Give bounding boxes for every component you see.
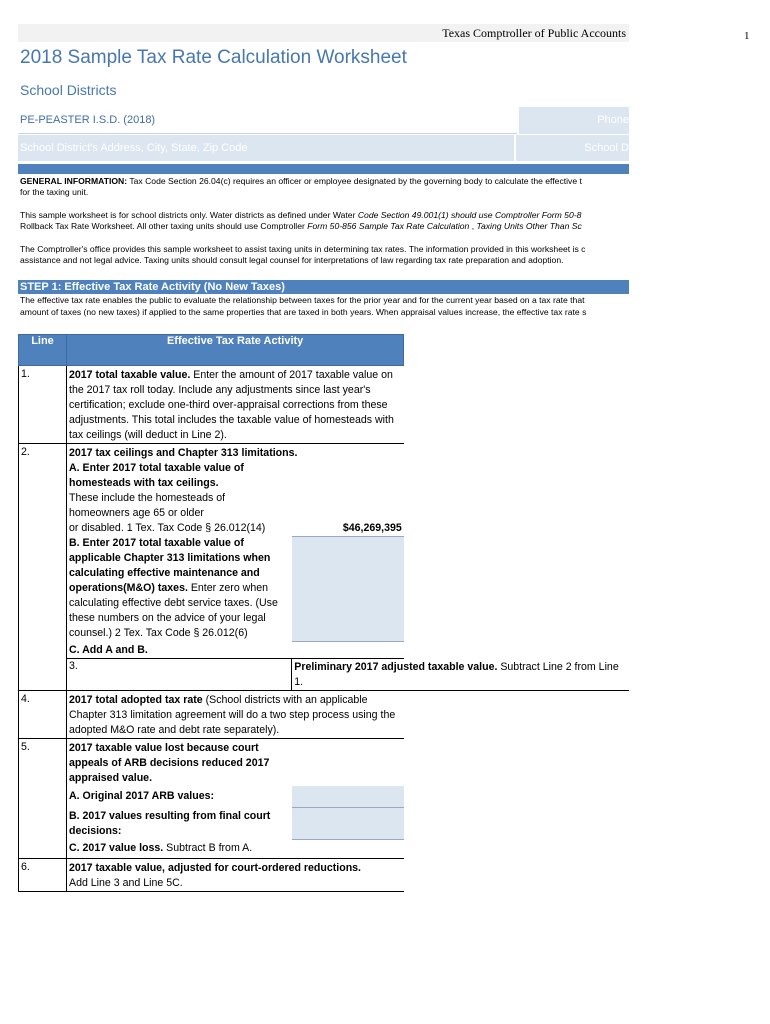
line-2a-title: A. Enter 2017 total taxable value of homesteads with tax ceilings. bbox=[69, 462, 244, 489]
line-5b-description bbox=[67, 807, 292, 839]
step1-desc-line: The effective tax rate enables the public to evaluate the relationship between taxes for the prior year and for the current year based on a tax rate that bbox=[20, 295, 585, 305]
line-2b-description bbox=[67, 536, 292, 641]
info-text: The Comptroller's office provides this sample worksheet to assist taxing units in determining tax rates. The information provided in this worksheet is c bbox=[20, 244, 586, 254]
table-subrow bbox=[19, 461, 630, 536]
line-2b-title: B. Enter 2017 total taxable value of applicable Chapter 313 limitations when calculating effective maintenance and operations(M&O) taxes. bbox=[69, 537, 271, 594]
line-5c-title: C. 2017 value loss. bbox=[69, 842, 164, 854]
step1-desc-line: amount of taxes (no new taxes) if applied to the same properties that are taxed in both years. When appraisal values increase, the effective tax rate s bbox=[20, 306, 587, 317]
line-description bbox=[292, 659, 629, 691]
info-text: assistance and not legal advice. Taxing units should consult legal counsel for interpretations of law regarding tax rate preparation and adoption. bbox=[20, 255, 564, 265]
table-row bbox=[19, 444, 630, 462]
line-title: 2017 total adopted tax rate bbox=[69, 694, 203, 706]
info-text: for the taxing unit. bbox=[20, 187, 89, 197]
table-subrow bbox=[19, 807, 630, 839]
effective-tax-rate-table bbox=[18, 334, 629, 892]
step1-heading: STEP 1: Effective Tax Rate Activity (No New Taxes) bbox=[18, 280, 629, 294]
col-activity-header: Effective Tax Rate Activity bbox=[67, 335, 404, 366]
spacer bbox=[292, 739, 404, 787]
agency-header: Texas Comptroller of Public Accounts bbox=[18, 24, 629, 42]
line-2c-title: C. Add A and B. bbox=[69, 644, 148, 656]
info-reference: Form 50-856 Sample Tax Rate Calculation bbox=[307, 221, 470, 231]
line-5a-value-field[interactable] bbox=[292, 786, 404, 807]
line-number: 4. bbox=[19, 691, 67, 739]
line-2b-value-field[interactable] bbox=[292, 536, 404, 641]
table-row bbox=[19, 739, 630, 787]
phone-field[interactable]: Phone bbox=[517, 107, 629, 134]
step1-description bbox=[18, 295, 629, 318]
table-subrow bbox=[19, 643, 630, 659]
line-5a-description bbox=[67, 786, 292, 807]
line-text: (School districts with an applicable Chapter 313 limitation agreement will do a two step process using the adopted M&O rate and debt rate separately). bbox=[69, 694, 396, 736]
line-2a-description bbox=[67, 461, 292, 536]
line-2a-value[interactable]: $46,269,395 bbox=[342, 521, 402, 534]
info-text: This sample worksheet is for school districts only. Water districts as defined under Water bbox=[20, 210, 358, 220]
district-row bbox=[18, 107, 629, 134]
info-text: Tax Code Section 26.04(c) requires an officer or employee designated by the governing body to calculate the effective t bbox=[127, 176, 582, 186]
info-text: Rollback Tax Rate Worksheet. All other taxing units should use Comptroller bbox=[20, 221, 308, 231]
district-name-field[interactable]: PE-PEASTER I.S.D. (2018) bbox=[18, 107, 517, 134]
line-text: Enter the amount of 2017 taxable value on the 2017 tax roll today. Include any adjustments since last year's certification; exclude one-third over-appraisal corrections from these adjustments. This total includes the taxable value of homesteads with tax ceilings (will deduct in Line 2). bbox=[69, 369, 394, 441]
line-text: Add Line 3 and Line 5C. bbox=[69, 877, 183, 889]
address-row bbox=[18, 134, 629, 161]
line-5c-value-field bbox=[292, 839, 404, 859]
line-5b-title: B. 2017 values resulting from final court decisions: bbox=[69, 810, 271, 837]
table-subrow bbox=[19, 786, 630, 807]
address-field[interactable]: School District's Address, City, State, Zip Code bbox=[20, 142, 248, 154]
table-subrow bbox=[19, 536, 630, 641]
line-2c-description bbox=[67, 643, 404, 659]
table-row bbox=[19, 859, 630, 892]
line-title-text: 2017 tax ceilings and Chapter 313 limitations. bbox=[69, 447, 298, 459]
table-row bbox=[19, 366, 630, 444]
line-5c-text: Subtract B from A. bbox=[163, 842, 253, 854]
line-title: Preliminary 2017 adjusted taxable value. bbox=[294, 661, 498, 673]
line-number: 3. bbox=[67, 659, 292, 691]
line-description bbox=[67, 366, 404, 444]
line-number: 1. bbox=[19, 366, 67, 444]
line-number: 6. bbox=[19, 859, 67, 892]
line-title: 2017 total taxable value. bbox=[69, 369, 191, 381]
general-information bbox=[18, 176, 629, 266]
page-number: 1 bbox=[744, 30, 750, 42]
table-row bbox=[19, 691, 630, 739]
table-header-row bbox=[19, 335, 630, 366]
info-label: GENERAL INFORMATION: bbox=[20, 176, 128, 186]
line-number: 5. bbox=[19, 739, 67, 859]
worksheet bbox=[18, 24, 629, 892]
line-description bbox=[67, 691, 404, 739]
line-text: Subtract Line 2 from Line 1. bbox=[294, 661, 619, 688]
table-row bbox=[19, 659, 630, 691]
page-subtitle: School Districts bbox=[20, 82, 117, 98]
line-title: 2017 taxable value lost because court appeals of ARB decisions reduced 2017 appraised value. bbox=[69, 742, 270, 784]
info-reference: Taxing Units Other Than Sc bbox=[476, 221, 582, 231]
line-5b-value-field[interactable] bbox=[292, 807, 404, 839]
line-description bbox=[67, 859, 404, 892]
line-2b-text: Enter zero when calculating effective debt service taxes. (Use these numbers on the advice of your legal counsel.) 2 Tex. Tax Code § 26.012(6) bbox=[69, 582, 278, 639]
line-2a-text: or disabled. 1 Tex. Tax Code § 26.012(14) bbox=[69, 522, 266, 534]
line-description bbox=[67, 739, 292, 787]
line-2a-text: These include the homesteads of homeowners age 65 or older bbox=[69, 492, 226, 519]
page-title: 2018 Sample Tax Rate Calculation Worksheet bbox=[20, 47, 407, 68]
table-subrow bbox=[19, 839, 630, 859]
line-5c-description bbox=[67, 839, 292, 859]
line-title bbox=[67, 444, 404, 462]
info-reference: Code Section 49.001(1) should use Comptroller Form 50-8 bbox=[357, 210, 582, 220]
section-divider bbox=[18, 164, 629, 174]
line-5a-title: A. Original 2017 ARB values: bbox=[69, 790, 215, 802]
line-number: 2. bbox=[19, 444, 67, 691]
col-line-header: Line bbox=[19, 335, 67, 366]
line-title: 2017 taxable value, adjusted for court-ordered reductions. bbox=[69, 862, 362, 874]
school-district-field[interactable]: School D bbox=[514, 135, 629, 161]
info-text: , bbox=[469, 221, 477, 231]
